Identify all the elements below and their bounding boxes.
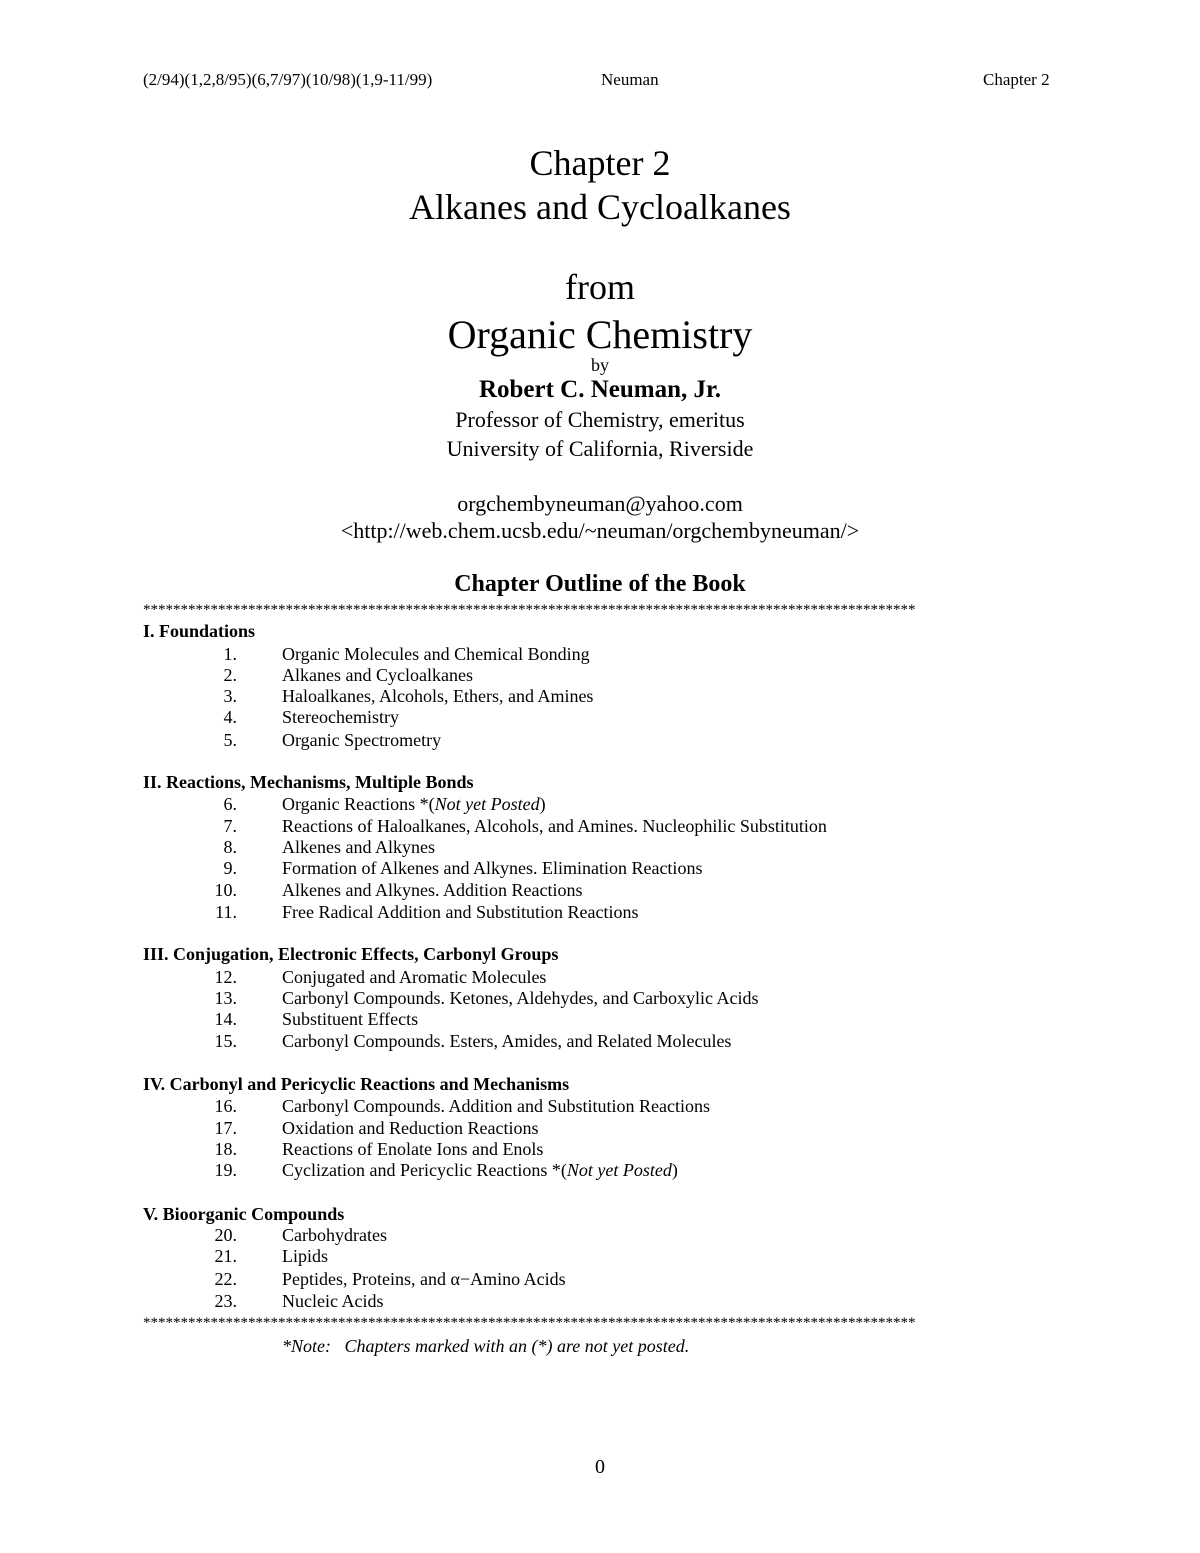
by-label: by	[591, 355, 609, 375]
author-name: Robert C. Neuman, Jr.	[478, 376, 722, 403]
chapter-title: Alkanes and Cycloalkanes	[409, 187, 791, 227]
outline-heading: Chapter Outline of the Book	[454, 571, 746, 597]
part-heading: II. Reactions, Mechanisms, Multiple Bonds	[143, 772, 474, 792]
book-title: Organic Chemistry	[447, 312, 753, 357]
footnote: *Note: Chapters marked with an (*) are not yet posted.	[282, 1336, 690, 1356]
from-label: from	[565, 267, 635, 307]
part-heading: I. Foundations	[143, 621, 256, 641]
author-university: University of California, Riverside	[446, 436, 754, 461]
star-divider-bottom: *******************************************************************************************************	[143, 1316, 916, 1330]
author-email: orgchembyneuman@yahoo.com	[457, 491, 743, 516]
part-heading: IV. Carbonyl and Pericyclic Reactions and Mechanisms	[143, 1074, 570, 1094]
header-author: Neuman	[601, 70, 659, 89]
header-revision-dates: (2/94)(1,2,8/95)(6,7/97)(10/98)(1,9-11/99)	[143, 70, 433, 89]
page-number: 0	[595, 1456, 605, 1478]
part-heading: V. Bioorganic Compounds	[143, 1204, 345, 1224]
header-chapter: Chapter 2	[983, 70, 1050, 89]
author-website: <http://web.chem.ucsb.edu/~neuman/orgchembyneuman/>	[340, 518, 860, 543]
chapter-number: Chapter 2	[529, 143, 671, 183]
star-divider-top: *******************************************************************************************************	[143, 603, 916, 617]
author-position: Professor of Chemistry, emeritus	[455, 407, 745, 432]
part-heading: III. Conjugation, Electronic Effects, Carbonyl Groups	[143, 944, 559, 964]
